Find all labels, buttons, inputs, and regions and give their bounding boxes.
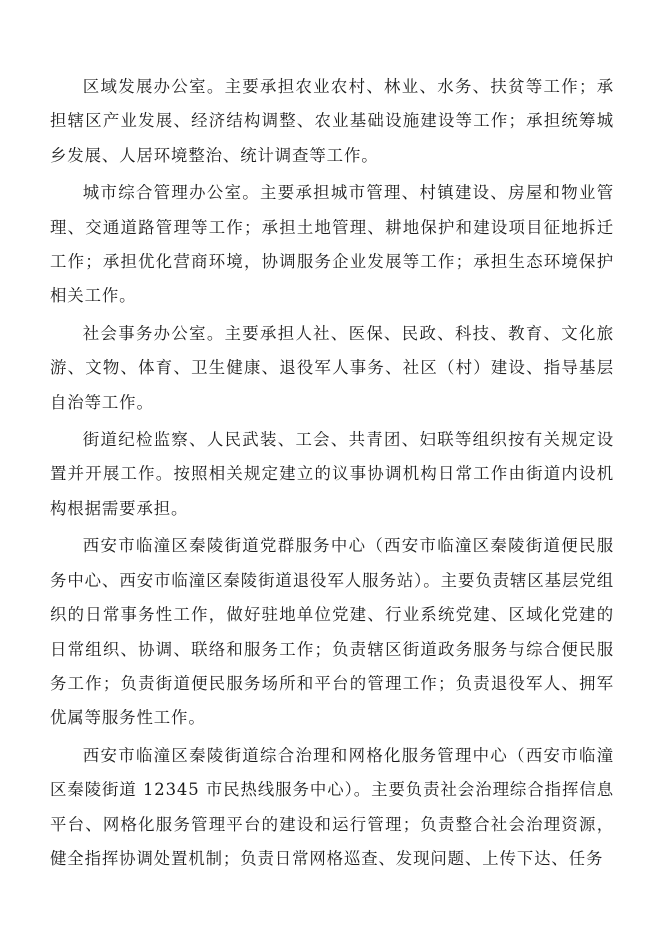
paragraph-urban-management-office: 城市综合管理办公室。主要承担城市管理、村镇建设、房屋和物业管理、交通道路管理等工作；承担土地管理、耕地保护和建设项目征地拆迁工作；承担优化营商环境，协调服务企业发展等工作；承担生态环境保护相关工作。 bbox=[50, 183, 614, 306]
paragraph-regional-development-office: 区域发展办公室。主要承担农业农村、林业、水务、扶贫等工作；承担辖区产业发展、经济结构调整、农业基础设施建设等工作；承担统筹城乡发展、人居环境整治、统计调查等工作。 bbox=[50, 77, 614, 165]
paragraph-governance-grid-center: 西安市临潼区秦陵街道综合治理和网格化服务管理中心（西安市临潼区秦陵街道 12345 市民热线服务中心）。主要负责社会治理综合指挥信息平台、网格化服务管理平台的建设和运行管理；负责整合社会治理资源，健全指挥协调处置机制；负责日常网格巡查、发现问题、上传下达、任务 bbox=[50, 745, 614, 868]
paragraph-discipline-and-organizations: 街道纪检监察、人民武装、工会、共青团、妇联等组织按有关规定设置并开展工作。按照相关规定建立的议事协调机构日常工作由街道内设机构根据需要承担。 bbox=[50, 430, 614, 518]
document-page bbox=[50, 70, 614, 879]
paragraph-social-affairs-office: 社会事务办公室。主要承担人社、医保、民政、科技、教育、文化旅游、文物、体育、卫生健康、退役军人事务、社区（村）建设、指导基层自治等工作。 bbox=[50, 323, 614, 412]
paragraph-party-service-center: 西安市临潼区秦陵街道党群服务中心（西安市临潼区秦陵街道便民服务中心、西安市临潼区秦陵街道退役军人服务站）。主要负责辖区基层党组织的日常事务性工作，做好驻地单位党建、行业系统党建、区域化党建的日常组织、协调、联络和服务工作；负责辖区街道政务服务与综合便民服务工作；负责街道便民服务场所和平台的管理工作；负责退役军人、拥军优属等服务性工作。 bbox=[50, 536, 614, 728]
